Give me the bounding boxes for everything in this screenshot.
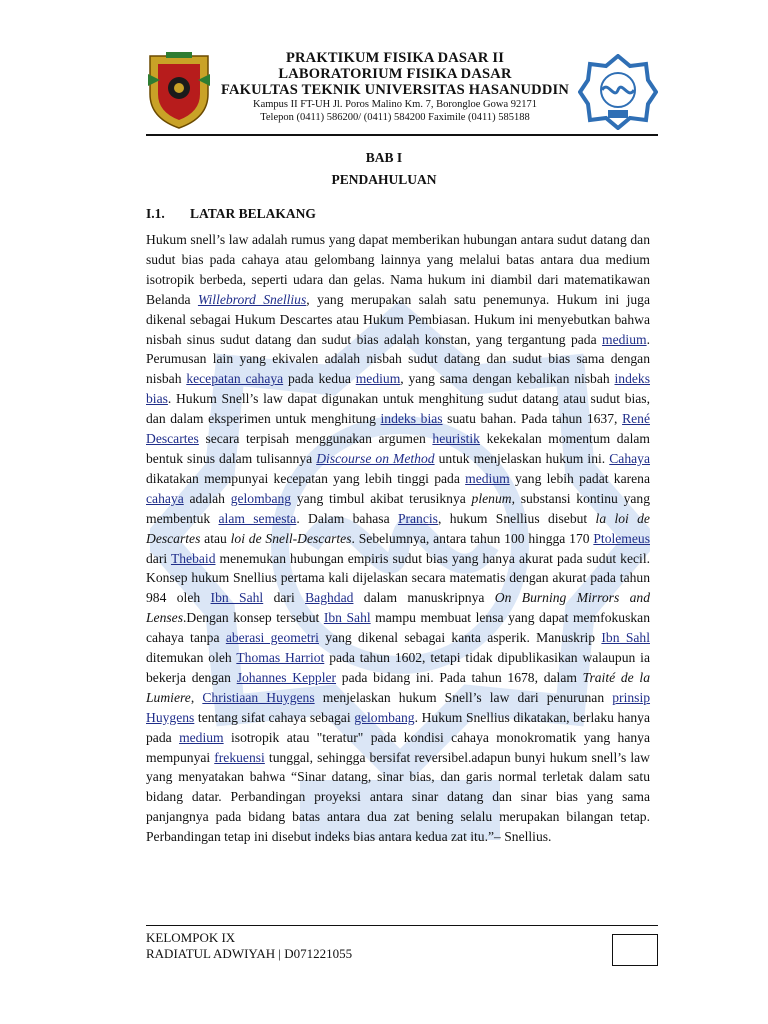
body-text: . Perumusan lain yang ekivalen adalah nisbah sudut datang dan sudut bias sama dengan nisbah — [146, 331, 650, 387]
italic-term: Traité de la Lumiere — [146, 669, 650, 705]
link-thebaid[interactable]: Thebaid — [170, 550, 216, 566]
link-aberasi-geometri[interactable]: aberasi geometri — [225, 630, 319, 646]
footer — [146, 930, 352, 962]
link-medium[interactable]: medium — [465, 470, 510, 486]
body-text: mampu membuat lensa yang dapat memfokuskan cahaya tanpa — [146, 610, 651, 646]
link-baghdad[interactable]: Baghdad — [305, 590, 354, 606]
body-text: yang lebih padat karena — [509, 470, 650, 486]
link-gelombang[interactable]: gelombang — [230, 490, 292, 506]
body-text: . Hukum Snell’s law dapat digunakan untuk menghitung sudut datang atau sudut bias, dan dalam eksperimen untuk menghitung — [146, 391, 650, 427]
link-ibn-sahl[interactable]: Ibn Sahl — [210, 590, 264, 606]
link-kecepatan-cahaya[interactable]: kecepatan cahaya — [186, 371, 284, 387]
section-heading — [146, 206, 316, 222]
body-text: dalam manuskripnya — [353, 590, 495, 606]
body-text: , yang sama dengan kebalikan nisbah — [400, 371, 615, 387]
page-number-box — [612, 934, 658, 966]
letterhead-text — [212, 50, 578, 124]
body-text: isotropik atau "teratur" pada kondisi cahaya monokromatik yang hanya mempunyai — [146, 729, 651, 765]
letterhead-title-3: FAKULTAS TEKNIK UNIVERSITAS HASANUDDIN — [220, 82, 570, 98]
link-christiaan-huygens[interactable]: Christiaan Huygens — [202, 689, 315, 705]
link-heuristik[interactable]: heuristik — [432, 431, 480, 447]
body-text: menemukan hubungan empiris sudut bias yang hanya akurat pada sudut kecil. Konsep hukum Snellius pertama kali dijelaskan secara matematis dengan akurat pada tahun 984 oleh — [146, 550, 651, 606]
link-medium[interactable]: medium — [179, 729, 224, 745]
body-text: pada tahun 1602, tetapi tidak dipublikasikan walaupun ia bekerja dengan — [146, 650, 650, 685]
italic-term: On Burning Mirrors and Lenses — [146, 590, 651, 626]
link-gelombang[interactable]: gelombang — [354, 709, 415, 725]
section-number: I.1. — [146, 206, 165, 221]
link-indeks-bias[interactable]: indeks bias — [380, 411, 443, 427]
letterhead-title-1: PRAKTIKUM FISIKA DASAR II — [285, 50, 505, 66]
letterhead — [146, 50, 658, 132]
body-text: . Dalam bahasa — [296, 510, 398, 526]
footer-author: RADIATUL ADWIYAH | D071221055 — [146, 946, 353, 961]
link-ptolemeus[interactable]: Ptolemeus — [593, 530, 650, 546]
letterhead-title-2: LABORATORIUM FISIKA DASAR — [278, 66, 512, 82]
body-text: dari — [263, 590, 306, 606]
body-text: pada kedua — [283, 371, 356, 387]
unhas-logo-icon — [146, 50, 212, 130]
body-text: suatu bahan. Pada tahun 1637, — [442, 411, 623, 427]
chapter-number: BAB I — [365, 150, 403, 165]
link-willebrord-snellius[interactable]: Willebrord Snellius — [197, 291, 307, 307]
link-medium[interactable]: medium — [355, 371, 401, 387]
body-text: tentang sifat cahaya sebagai — [194, 709, 355, 725]
link-indeks-bias[interactable]: indeks bias — [146, 371, 650, 407]
body-text: . Hukum Snellius dikatakan, berlaku hanya pada — [146, 709, 650, 745]
body-text: atau — [200, 530, 231, 546]
body-text: ditemukan oleh — [146, 650, 237, 666]
body-text: secara terpisah menggunakan argumen — [198, 431, 433, 447]
body-text: menjelaskan hukum Snell’s law dari penurunan — [314, 689, 613, 705]
letterhead-phone: Telepon (0411) 586200/ (0411) 584200 Faximile (0411) 585188 — [260, 112, 530, 123]
body-text: adalah — [183, 490, 231, 506]
body-text: kekekalan momentum dalam bentuk sinus dalam tulisannya — [146, 431, 650, 466]
body-text: , hukum Snellius disebut — [437, 510, 596, 526]
letterhead-address: Kampus II FT-UH Jl. Poros Malino Km. 7, Borongloe Gowa 92171 — [253, 99, 537, 110]
italic-term: plenum — [471, 490, 512, 506]
body-text: Hukum snell’s law adalah rumus yang dapat memberikan hubungan antara sudut datang dan sudut bias pada cahaya atau gelombang lainnya yang melalui batas antara dua medium isotropik berbeda, seperti udara dan gelas. Nama hukum ini diambil dari matematikawan Belanda — [146, 232, 650, 307]
faculty-logo-icon — [578, 54, 658, 130]
body-paragraph — [146, 230, 650, 847]
link-ibn-sahl[interactable]: Ibn Sahl — [323, 610, 371, 626]
chapter-title: PENDAHULUAN — [331, 172, 437, 187]
footer-divider — [146, 925, 658, 926]
body-text: , — [190, 689, 203, 705]
header-divider — [146, 134, 658, 136]
body-text: untuk menjelaskan hukum ini. — [434, 450, 610, 466]
link-alam-semesta[interactable]: alam semesta — [218, 510, 297, 526]
link-frekuensi[interactable]: frekuensi — [214, 749, 265, 765]
body-text: yang timbul akibat terusiknya — [291, 490, 472, 506]
body-text: dari — [146, 550, 171, 566]
footer-group: KELOMPOK IX — [146, 930, 236, 945]
body-text: .Dengan konsep tersebut — [183, 610, 324, 626]
body-text: dikatakan mempunyai kecepatan yang lebih tinggi pada — [146, 470, 466, 486]
link-ibn-sahl[interactable]: Ibn Sahl — [601, 630, 650, 646]
link-prinsip-huygens[interactable]: prinsip Huygens — [146, 689, 651, 725]
body-text: yang dikenal sebagai kanta asperik. Manuskrip — [318, 630, 602, 646]
link-discourse-on-method[interactable]: Discourse on Method — [316, 450, 435, 466]
section-title: LATAR BELAKANG — [190, 206, 316, 221]
link-cahaya[interactable]: cahaya — [146, 490, 184, 506]
link-thomas-harriot[interactable]: Thomas Harriot — [236, 650, 325, 666]
link-prancis[interactable]: Prancis — [397, 510, 438, 526]
link-medium[interactable]: medium — [602, 331, 647, 347]
body-text: pada bidang ini. Pada tahun 1678, dalam — [336, 669, 583, 685]
body-text: . Sebelumnya, antara tahun 100 hingga 170 — [351, 530, 594, 546]
body-text: tunggal, sehingga bersifat reversibel.adapun bunyi hukum snell’s law yang menyatakan bahwa “Sinar datang, sinar bias, dan garis normal terletak dalam satu bidang datar. Perbandingan proyeksi antara sinar datang dan sinar bias yang sama panjangnya pada bidang batas antara dua zat bening selalu merupakan bilangan tetap. Perbandingan tetap ini disebut indeks bias antara kedua zat itu.”– Snellius. — [146, 749, 650, 845]
italic-term: la loi de Descartes — [146, 510, 650, 546]
link-johannes-keppler[interactable]: Johannes Keppler — [236, 669, 337, 685]
link-rene-descartes[interactable]: René Descartes — [146, 411, 650, 447]
body-text: , yang merupakan salah satu penemunya. Hukum ini juga dikenal sebagai Hukum Descartes atau Hukum Pembiasan. Hukum ini menyebutkan bahwa nisbah sinus sudut datang dan sudut bias adalah konstan, yang tergantung pada — [146, 291, 651, 347]
link-cahaya[interactable]: Cahaya — [609, 450, 650, 466]
body-text: , substansi kontinu yang membentuk — [146, 490, 650, 526]
italic-term: loi de Snell-Descartes — [230, 530, 352, 546]
